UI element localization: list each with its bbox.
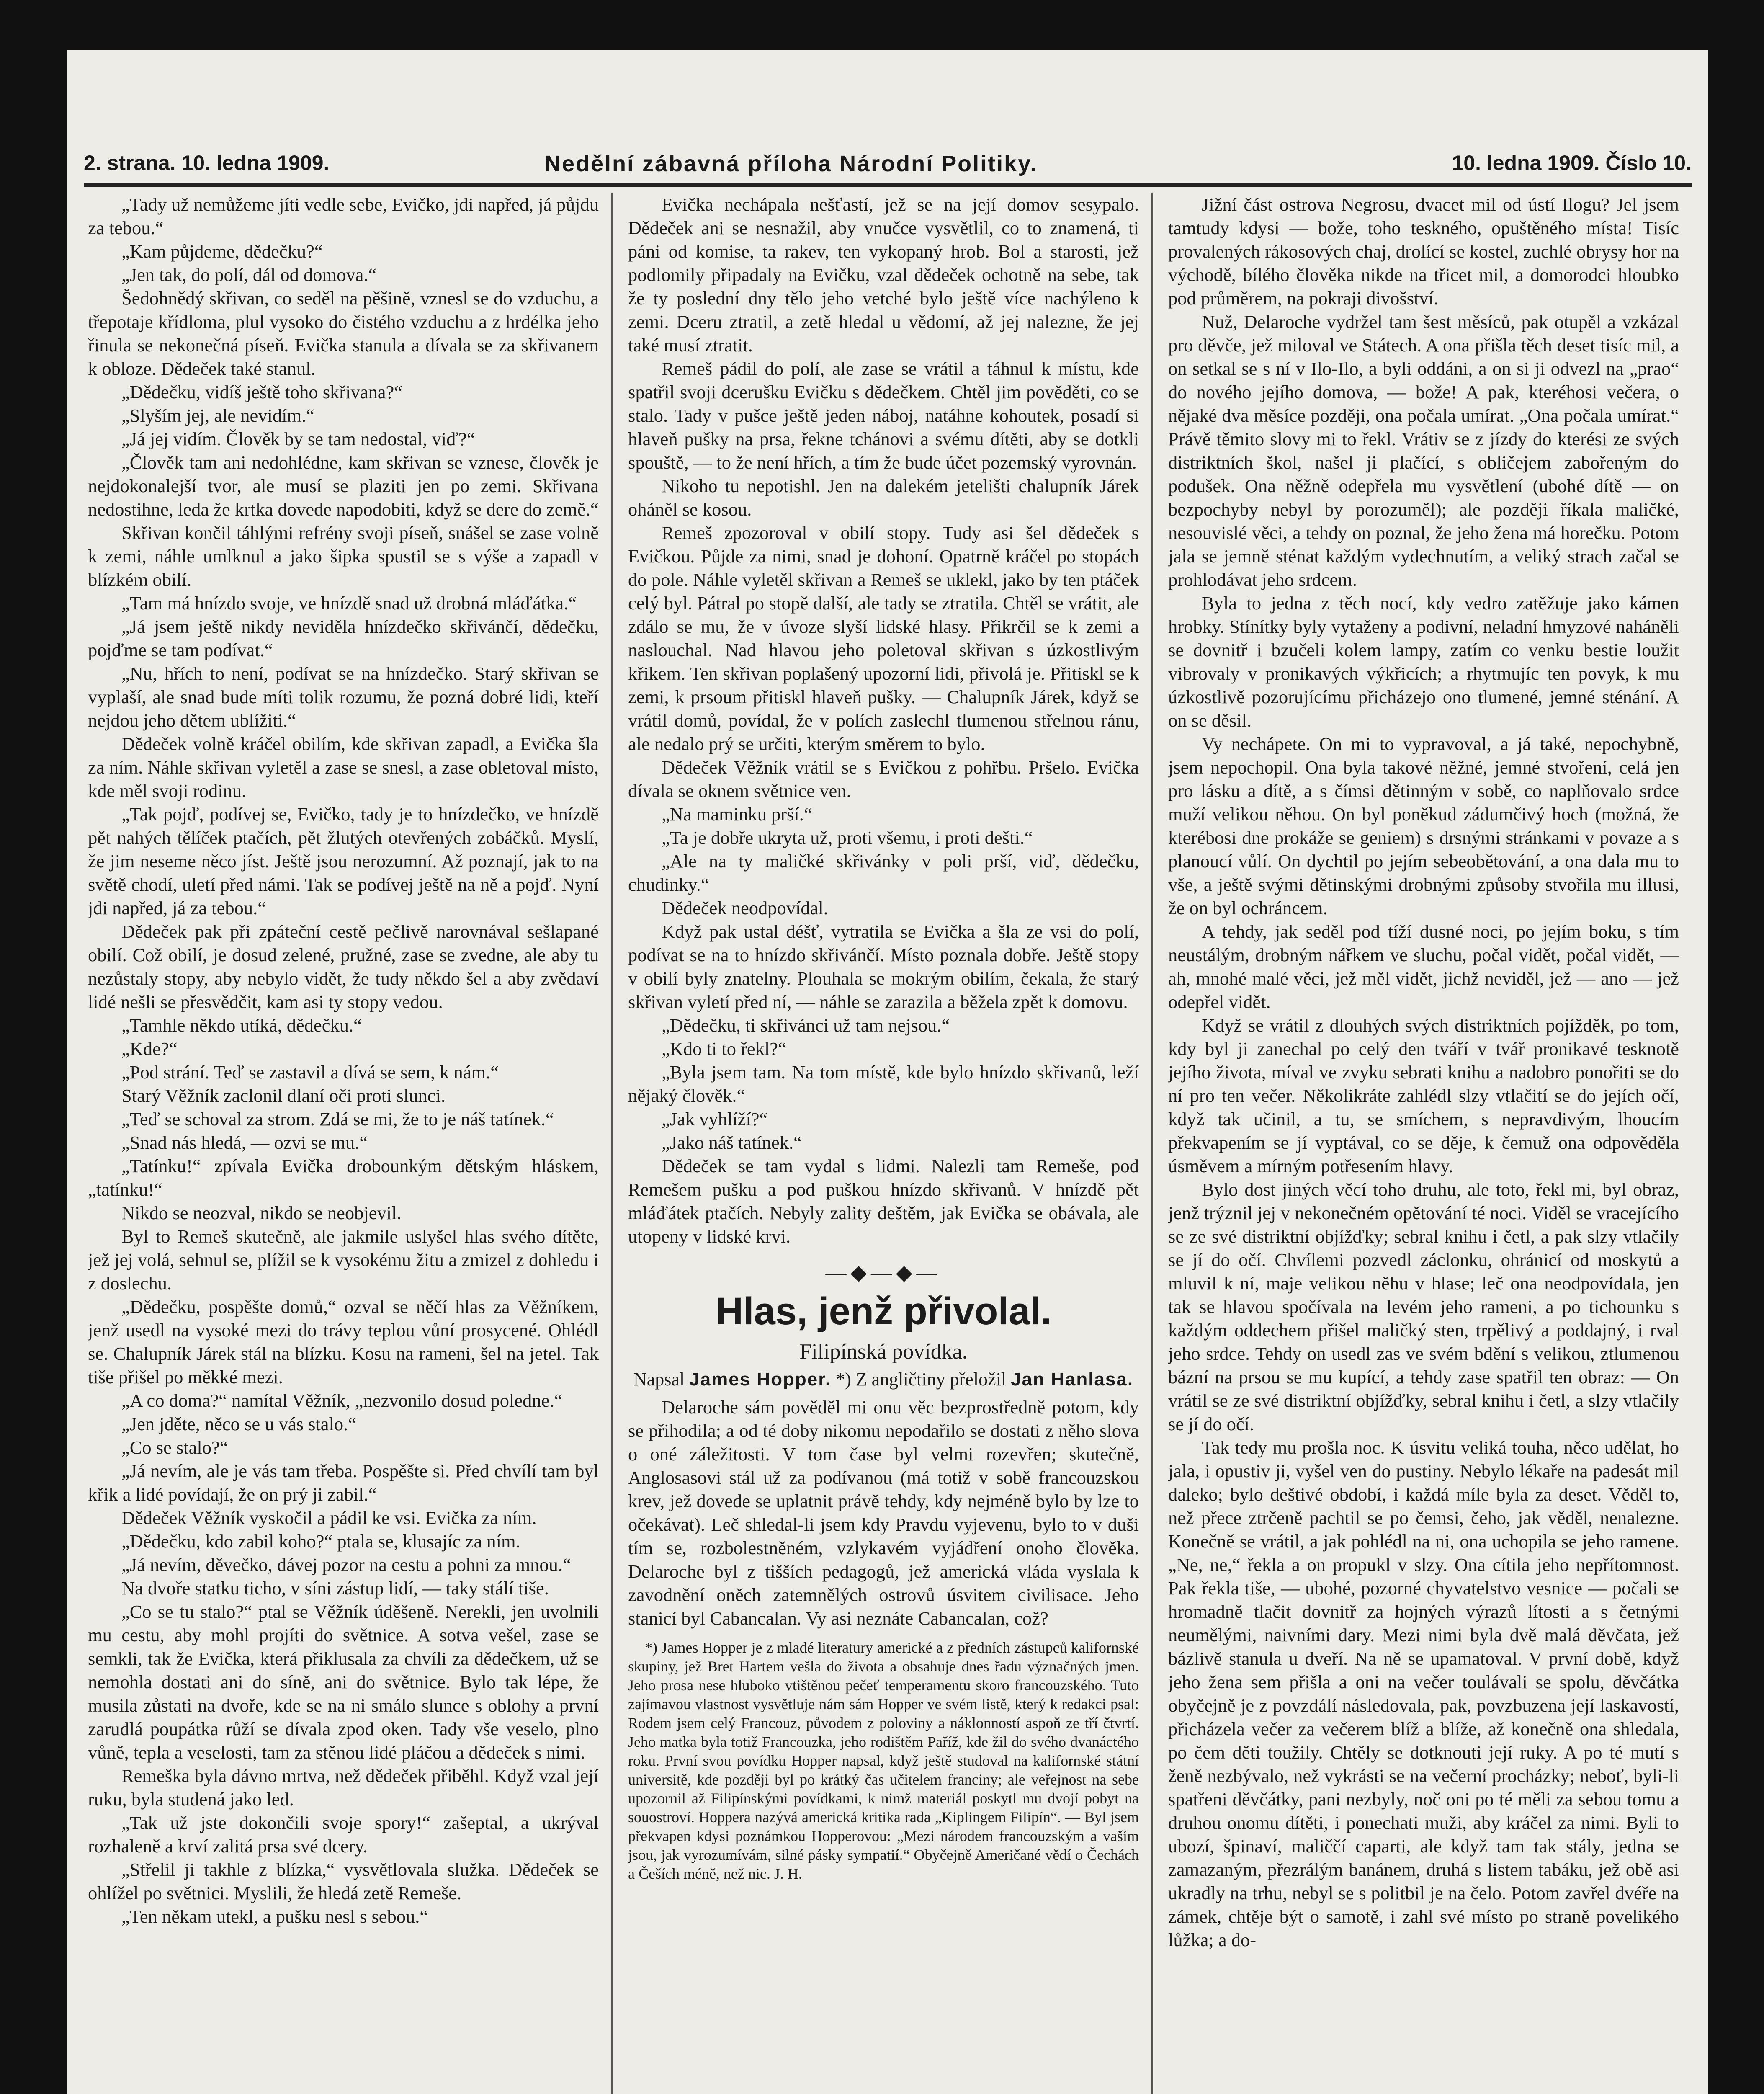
paragraph: „Teď se schoval za strom. Zdá se mi, že to je náš tatínek.“ [121,1109,554,1130]
paragraph: Dědeček neodpovídal. [662,897,828,918]
paragraph: „Co se stalo?“ [121,1437,228,1458]
paragraph: „Ta je dobře ukryta už, proti všemu, i proti dešti.“ [662,827,1033,848]
paragraph: „Slyším jej, ale nevidím.“ [121,405,314,426]
paragraph: „Dědečku, ti skřivánci už tam nejsou.“ [662,1015,950,1036]
paragraph: „A co doma?“ namítal Věžník, „nezvonilo dosud poledne.“ [121,1390,563,1411]
footnote [628,1638,1139,1883]
paragraph: Vy nechápete. On mi to vypravoval, a já také, nepochybně, jsem nepochopil. Ona byla takové něžné, jemné stvoření, celá jen pro lásku a dítě, a s čímsi dětinným v sobě, co naplňovalo srdce muží velikou něhou. On byl poněkud zádumčivý hoch (možná, že kterébosi dne prokáže se geniem) s drsnými stránkami v povaze a s planoucí vůlí. On dychtil po jejím sebeobětování, a ona dala mu to vše, a ještě svými dětinskými drobnými způsoby stvořila mu illusi, že on byl ochráncem. [1168,733,1679,918]
paragraph: „Pod strání. Teď se zastavil a dívá se sem, k nám.“ [121,1062,499,1083]
paragraph: „Dědečku, kdo zabil koho?“ ptala se, klusajíc za ním. [121,1531,520,1552]
header-rule [84,183,1692,187]
paragraph: „Tady už nemůžeme jíti vedle sebe, Evičko, jdi napřed, já půjdu za tebou.“ [88,194,599,238]
paragraph: Tak tedy mu prošla noc. K úsvitu veliká touha, něco udělat, ho jala, i opustiv ji, vyšel ven do pustiny. Nebylo lékaře na padesát mil daleko; bylo deštivé období, i každá míle byla za deset. Věděl to, než přece ztrčeně pachtil se po čemsi, čeho, jak věděl, nenalezne. Konečně se vrátil, a jak pohlédl na ni, ona uchopila se jeho ramene. „Ne, ne,“ řekla a on propukl v slzy. Ona cítila jeho nepřítomnost. Pak řekla tiše, — ubohé, pozorné chyvatelstvo vesnice — počali se hromadně tlačit dovnitř za hojných výrazů lítosti a s četnými neumělými, naivními dary. Mezi nimi byla dvě malá děvčata, jež bázlivě stanula u dveří. Na ně se upamatoval. V první době, když jeho žena sem přišla a oni na večer toulávali se spolu, děvčátka obyčejně je z povzdálí následovala, pak, povzbuzena její laskavostí, přicházela večer za večerem blíž a blíže, až konečně ona shledala, po čem děti toužily. Chtěly se dotknouti její ruky. A po té mutí s ženě nezbývalo, než vykrásti se na večerní procházky; neboť, byli-li spatřeni děvčátky, pani nezbyly, noč oni po té měli za sebou tomu a druhou onomu dítěti, i ponechati muži, aby kráčel za nimi. Byli to ubozí, špinaví, maliččí caparti, ale když tam tak stály, jedna se zamazaným, přezrálým banánem, druhá s listem tabáku, jež obě asi ukradly na trhu, nebyl se s politbil je na čelo. Potom zavřel dvéře na zámek, chtěje být o samotě, i zahl své místo po straně povelikého lůžka; a do- [1168,1437,1679,1950]
paragraph: Dědeček volně kráčel obilím, kde skřivan zapadl, a Evička šla za ním. Náhle skřivan vyletěl a zase se snesl, a zase obletoval místo, kde měl svoji rodinu. [88,733,599,801]
paragraph: „Já nevím, děvečko, dávej pozor na cestu a pohni za mnou.“ [121,1554,571,1575]
paragraph: Byla to jedna z těch nocí, kdy vedro zatěžuje jako kámen hrobky. Stínítky byly vytaženy a podivní, neladní hmyzové naháněli se dovnitř i bzučeli kolem lampy, zatím co venku bestie loužit vibrovaly v pronikavých výkřicích; a rhytmujíc ten povyk, k mu úzkostlivě pozorujícímu přicházejo ono tlumené, jemné sténání. A on se děsil. [1168,593,1679,731]
paragraph: „Kdo ti to řekl?“ [662,1038,786,1059]
paragraph: Když pak ustal déšť, vytratila se Evička a šla ze vsi do polí, podívat se na to hnízdo skřivánčí. Místo poznala dobře. Ještě stopy v obilí byly znatelny. Plouhala se mokrým obilím, čekala, že starý skřivan vyletí před ní, — náhle se zarazila a běžela zpět k domovu. [628,921,1139,1012]
paragraph: Evička nechápala nešťastí, jež se na její domov sesypalo. Dědeček ani se nesnažil, aby vnučce vysvětlil, co to znamená, ti páni od komise, ta rakev, ten vykopaný hrob. Bol a starosti, jež podlomily připadaly na Evičku, vzal dědeček ochotně na sebe, tak že ty poslední dny tělo jeho vetché bylo ještě více nachýleno k zemi. Dceru ztratil, a zetě hledal u vědomí, až jej nalezne, že jej také musí ztratit. [628,194,1139,356]
paragraph: Když se vrátil z dlouhých svých distriktních pojížděk, po tom, kdy byl ji zanechal po celý den tváří v tvář pronikavé tesknotě jejího života, míval ve zvyku sebrati knihu a nadobro ponořiti se do ní pro ten večer. Několikráte zahlédl slzy vtlačití se do jejích očí, když tak učinil, a tu, se smíchem, s nepravdivým, lhoucím překvapením se jí vyptával, co se děje, k čemuž ona odpověděla úsměvem a mírným potřesením hlavy. [1168,1015,1679,1176]
byline-translation: *) Z angličtiny přeložil [836,1369,1007,1390]
paragraph: Nikdo se neozval, nikdo se neobjevil. [121,1202,402,1223]
paragraph: „Já jsem ještě nikdy neviděla hnízdečko skřivánčí, dědečku, pojďme se tam podívat.“ [88,616,599,660]
story-part-1-end [628,193,1139,1248]
paragraph: Bylo dost jiných věcí toho druhu, ale toto, řekl mi, byl obraz, jenž trýznil jej v nekonečném opětování té noci. Viděl se vracejícího se ze své distriktní objížďky; sebral knihu i četl, a pak slzy vtlačily se jí do očí. Chvílemi pozvedl záclonku, ohránicí od moskytů a mluvil k ní, maje velikou něhu v hlase; leč ona neodpovídala, jen tak se hlavou spočívala na levém jeho rameni, a po tichounku s každým oddechem přišel maličký sten, trpělivý a poddajný, i rval jeho srdce. Tehdy on usedl zas ve svém bdění s velikou, ztlumenou bázní na prsou se mu kupící, a tehdy zase spatřil ten obraz: — On vrátil se ze své distriktní objížďky, sebral knihu i četl, a slzy vtlačily se jí do očí. [1168,1179,1679,1434]
paragraph: „Nu, hřích to není, podívat se na hnízdečko. Starý skřivan se vyplaší, ale snad bude míti tolik rozumu, že pozná dobré lidi, kteří nejdou jeho dětem ublížiti.“ [88,663,599,731]
paragraph: „Ale na ty maličké skřivánky v poli prší, viď, dědečku, chudinky.“ [628,851,1139,895]
page-header [84,151,1692,184]
paragraph: „Snad nás hledá, — ozvi se mu.“ [121,1132,368,1153]
paragraph: „Tak už jste dokončili svoje spory!“ zašeptal, a ukrýval rozhaleně a krví zalitá prsa své dcery. [88,1812,599,1857]
column-2 [628,193,1139,2094]
paragraph: Dědeček Věžník vyskočil a pádil ke vsi. Evička za ním. [121,1507,537,1528]
byline-prefix: Napsal [633,1369,685,1390]
column-1 [88,193,599,2094]
paragraph: Dědeček Věžník vrátil se s Evičkou z pohřbu. Pršelo. Evička dívala se oknem světnice ven. [628,757,1139,801]
paragraph: „Na maminku prší.“ [662,804,812,825]
paragraph: „Jako náš tatínek.“ [662,1132,802,1153]
newspaper-page [67,50,1708,2094]
paragraph: Na dvoře statku ticho, v síni zástup lidí, — taky stálí tiše. [121,1578,549,1599]
paragraph: Remeška byla dávno mrtva, než dědeček přiběhl. Když vzal její ruku, byla studená jako led. [88,1765,599,1810]
paragraph: Remeš zpozoroval v obilí stopy. Tudy asi šel dědeček s Evičkou. Půjde za nimi, snad je dohoní. Opatrně kráčel po stopách do pole. Náhle vyletěl skřivan a Remeš se uklekl, jako by ten ptáček celý byl. Pátral po stopě další, ale tady se ztratila. Chtěl se vrátit, ale zdálo se mu, že v úvoze slyší lidské hlasy. Přikrčil se k zemi a naslouchal. Nad hlavou jeho poletoval skřivan s úzkostlivým křikem. Ten skřivan poplašený upozorní lidi, přivolá je. Přitiskl se k zemi, k prsoum přitiskl hlaveň pušky. — Chalupník Járek, když se vrátil domů, povídal, že v polích zaslechl tlumenou střelnou ránu, ale nedalo prý se určiti, kterým směrem to bylo. [628,522,1139,754]
story-byline [628,1368,1139,1391]
column-divider [1151,193,1153,2094]
paragraph: „Kde?“ [121,1038,178,1059]
paragraph: Starý Věžník zaclonil dlaní oči proti slunci. [121,1085,446,1106]
byline-translator: Jan Hanlasa. [1011,1369,1134,1390]
paragraph: „Tamhle někdo utíká, dědečku.“ [121,1015,362,1036]
column-3 [1168,193,1679,2094]
paragraph: Byl to Remeš skutečně, ale jakmile uslyšel hlas svého dítěte, jež jej volá, sehnul se, plížil se k vysokému žitu a zmizel z dohledu i z doslechu. [88,1226,599,1294]
paragraph: „Dědečku, pospěšte domů,“ ozval se něčí hlas za Věžníkem, jenž usedl na vysoké mezi do trávy teplou vůní prosycené. Ohlédl se. Chalupník Járek stál na blízku. Kosu na rameni, šel na jetel. Tak tiše přišel po měkké mezi. [88,1296,599,1387]
paragraph: „Já nevím, ale je vás tam třeba. Pospěšte si. Před chvílí tam byl křik a lidé povídají, že on prý ji zabil.“ [88,1460,599,1505]
paragraph: Nuž, Delaroche vydržel tam šest měsíců, pak otupěl a vzkázal pro děvče, jež miloval ve Státech. A ona přišla těch deset tisíc mil, a on setkal se s ní v Ilo-Ilo, a byli oddáni, a on si ji odvezl na „prao“ do nového jejího domova, — bože! A pak, kteréhosi večera, o nějaké dva měsíce později, ona počala umírat. „Ona počala umírat.“ Právě těmito slovy mi to řekl. Vrátiv se z jízdy do kterési ze svých distriktních škol, našel ji plačící, s obličejem zabořeným do podušek. Ona něžně odepřela mu vysvětlení (ubohé dítě — on bezpochyby nebyl by porozuměl); ale později říkala maličké, nesouvislé věci, a tehdy on poznal, že jeho žena má horečku. Potom jala se jemně sténat každým vydechnutím, a veliký strach začal se prohlodávat jeho srdcem. [1168,311,1679,590]
column-divider [611,193,613,2094]
section-ornament: —◆—◆— [825,1261,942,1284]
paragraph: Jižní část ostrova Negrosu, dvacet mil od ústí Ilogu? Jel jsem tamtudy kdysi — bože, toho teskného, opuštěného místa! Tisíc provalených rákosových chaj, drolící se kostel, zuchlé obrysy hor na východě, bílého člověka nikde na třicet mil, a domorodci hloubko pod průměrem, na pokraji divošství. [1168,194,1679,309]
paragraph: Delaroche sám pověděl mi onu věc bezprostředně potom, kdy se přihodila; a od té doby nikomu nepodařilo se dostati z něho slova o oné záležitosti. V tom čase byl velmi rozevřen; skutečně, Anglosasovi stál už za podívanou (má totiž v sobě francouzskou krev, jež dovede se uplatnit právě tehdy, kdy nejméně bylo by lze to očekávat). Leč shledal-li jsem kdy Pravdu vyjevenu, bylo to v duši tím se, rozbolestněném, vzlykavém vyjádření onoho člověka. Delaroche byl z tišších pedagogů, jež americká vláda vyslala k zavodnění oněch zatemnělých ostrovů úsvitem civilisace. Jeho stanicí byl Cabancalan. Vy asi neznáte Cabancalan, což? [628,1397,1139,1629]
story-part-2-start [628,1395,1139,1630]
paragraph: „Byla jsem tam. Na tom místě, kde bylo hnízdo skřivanů, leží nějaký člověk.“ [628,1062,1139,1106]
story-title: Hlas, jenž přivolal. [715,1290,1052,1333]
paragraph: Remeš pádil do polí, ale zase se vrátil a táhnul k místu, kde spatřil svoji dcerušku Evičku s dědečkem. Chtěl jim pověděti, co se stalo. Tady v pušce ještě jeden náboj, natáhne kohoutek, posadí si hlaveň pušky na prsa, řekne tchánovi a svému dítěti, aby se dotkli spouště, — to že není hřích, a tím že bude účet pozemský vyrovnán. [628,358,1139,473]
paragraph: Šedohnědý skřivan, co seděl na pěšině, vznesl se do vzduchu, a třepotaje křídloma, plul vysoko do čistého vzduchu a z hrdélka jeho řinula se nekonečná píseň. Evička stanula a dívala se za skřivanem k obloze. Dědeček také stanul. [88,288,599,379]
paragraph: „Tatínku!“ zpívala Evička drobounkým dětským hláskem, „tatínku!“ [88,1155,599,1200]
paragraph: „Jen jděte, něco se u vás stalo.“ [121,1413,356,1434]
paragraph: „Kam půjdeme, dědečku?“ [121,241,323,262]
paragraph: „Ten někam utekl, a pušku nesl s sebou.“ [121,1906,428,1927]
paragraph: „Střelil ji takhle z blízka,“ vysvětlovala služka. Dědeček se ohlížel po světnici. Myslili, že hledá zetě Remeše. [88,1859,599,1903]
paragraph: „Co se tu stalo?“ ptal se Věžník úděšeně. Nerekli, jen uvolnili mu cestu, aby mohl projíti do světnice. A sotva vešel, zase se semkli, tak že Evička, která přiklusala za chvíli za dědečkem, už se nemohla dostati ani do síně, ani do světnice. Bylo tak lépe, že musila zůstati na dvoře, kde se na ni smálo slunce s oblohy a první zarudlá poupátka růží se dívala zpod oken. Tady vše veselo, plno vůně, tepla a veselosti, tam za stěnou lidé pláčou a dědeček s nimi. [88,1601,599,1763]
paragraph: „Tam má hnízdo svoje, ve hnízdě snad už drobná mláďátka.“ [121,593,577,614]
paragraph: „Jak vyhlíží?“ [662,1109,768,1130]
header-masthead: Nedělní zábavná příloha Národní Politiky. [544,151,1038,176]
header-right: 10. ledna 1909. Číslo 10. [1452,151,1692,175]
paragraph: „Člověk tam ani nedohlédne, kam skřivan se vznese, člověk je nejdokonalejší tvor, ale musí se plaziti jen po zemi. Skřivana nedostihne, leda že krtka dovede napodobiti, když se dere do země.“ [88,452,599,520]
story-subtitle: Filipínská povídka. [799,1340,968,1364]
paragraph: *) James Hopper je z mladé literatury americké a z předních zástupců kalifornské skupiny, jež Bret Hartem vešla do života a obsahuje dnes řadu význačných jmen. Jeho prosa nese hluboko vtištěnou pečeť temperamentu skoro francouzského. Tuto zajímavou vlastnost vysvětluje nám sám Hopper ve svém listě, který k redakci psal: Rodem jsem celý Francouz, původem z poloviny a náklonností aspoň ze tří čtvrtí. Jeho matka byla totiž Francouzka, jeho rodištěm Paříž, kde žil do svého dvanáctého roku. První svou povídku Hopper napsal, když ještě studoval na kalifornské státní universitě, kde později byl po krátký čas učitelem franciny; ale veřejnost na sebe upozornil až Filipínskými povídkami, k nimž materiál poskytl mu dvojí pobyt na souostroví. Hoppera nazývá americká kritika rada „Kiplingem Filipín“. — Byl jsem překvapen kdysi poznámkou Hopperovou: „Mezi národem francouzským a vaším jsou, jak vyrozumívám, silné pásky sympatií.“ Obyčejně Američané vědí o Čechách a Češích méně, než nic. J. H. [628,1639,1139,1882]
paragraph: „Tak pojď, podívej se, Evičko, tady je to hnízdečko, ve hnízdě pět nahých tělíček ptačích, pět žlutých otevřených zobáčků. Myslí, že jim neseme něco jíst. Ještě jsou nerozumní. Až poznají, jak to na světě chodí, uletí před námi. Tak se podívej ještě na ně a pojď. Nyní jdi napřed, já za tebou.“ [88,804,599,918]
byline-author: James Hopper. [689,1369,832,1390]
paragraph: Skřivan končil táhlými refrény svoji píseň, snášel se zase volně k zemi, náhle umlknul a jako šipka spustil se s výše a zapadl v blízkém obilí. [88,522,599,590]
paragraph: „Já jej vidím. Člověk by se tam nedostal, viď?“ [121,428,475,449]
paragraph: „Dědečku, vidíš ještě toho skřivana?“ [121,382,402,402]
paragraph: Dědeček se tam vydal s lidmi. Nalezli tam Remeše, pod Remešem pušku a pod puškou hnízdo skřivanů. V hnízdě pět mláďátek ptačích. Nebyly zality deštěm, jak Evička se obávala, ale utopeny v lidské krvi. [628,1155,1139,1247]
paragraph: Dědeček pak při zpáteční cestě pečlivě narovnával sešlapané obilí. Což obilí, je dosud zelené, pružné, zase se zvedne, ale aby tu nezůstaly stopy, aby nebylo vidět, že tudy někdo šel a aby zvědaví lidé nešli se přesvědčit, kam asi ty stopy vedou. [88,921,599,1012]
paragraph: „Jen tak, do polí, dál od domova.“ [121,264,377,285]
paragraph: Nikoho tu nepotishl. Jen na dalekém jetelišti chalupník Járek oháněl se kosou. [628,475,1139,520]
header-left: 2. strana. 10. ledna 1909. [84,151,330,175]
paragraph: A tehdy, jak seděl pod tíží dusné noci, po jejím boku, s tím neustálým, drobným nářkem ve sluchu, počal vidět, počal vidět, — ah, mnohé malé věci, jež měl vidět, jichž neviděl, jež — ano — jež odepřel vidět. [1168,921,1679,1012]
